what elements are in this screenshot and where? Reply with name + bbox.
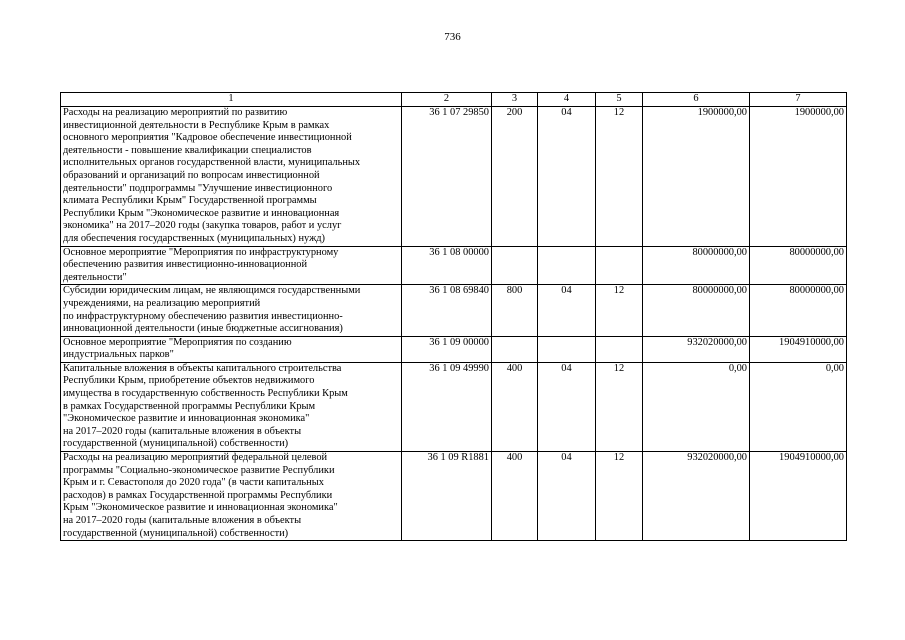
description-line: Капитальные вложения в объекты капитального строительства — [63, 362, 342, 374]
description-line: имущества в государственную собственность Республики Крым — [63, 388, 348, 400]
column-header-6: 6 — [643, 93, 750, 107]
description-line: деятельности" подпрограммы "Улучшение инвестиционного — [63, 182, 333, 194]
description-line: инновационной деятельности (иные бюджетные ассигнования) — [63, 323, 343, 335]
description-line: государственной (муниципальной) собственности) — [63, 527, 289, 539]
expense-description — [61, 285, 402, 336]
description-line: исполнительных органов государственной власти, муниципальных — [63, 157, 361, 169]
description-line: на 2017–2020 годы (капитальные вложения в объекты — [63, 515, 302, 526]
subsection-code: 12 — [596, 452, 643, 541]
amount-column-6: 0,00 — [643, 362, 750, 451]
page-number: 736 — [444, 31, 461, 43]
expense-type-code: 400 — [492, 452, 538, 541]
target-article-code: 36 1 08 00000 — [402, 246, 492, 285]
description-line: климата Республики Крым" Государственной программы — [63, 195, 317, 207]
description-line: Основное мероприятие "Мероприятия по созданию — [63, 336, 292, 348]
header-row — [61, 93, 847, 107]
amount-column-7: 80000000,00 — [750, 285, 847, 336]
column-header-5: 5 — [596, 93, 643, 107]
target-article-code: 36 1 09 00000 — [402, 336, 492, 362]
table-row — [61, 362, 847, 451]
description-line: по инфраструктурному обеспечению развития инвестиционно- — [63, 310, 343, 322]
subsection-code — [596, 246, 643, 285]
target-article-code: 36 1 08 69840 — [402, 285, 492, 336]
column-header-4: 4 — [538, 93, 596, 107]
section-code: 04 — [538, 285, 596, 336]
description-line: Крым и г. Севастополя до 2020 года" (в части капитальных — [63, 477, 324, 489]
description-line: деятельности" — [63, 271, 127, 283]
amount-column-6: 932020000,00 — [643, 336, 750, 362]
amount-column-7: 80000000,00 — [750, 246, 847, 285]
description-line: расходов) в рамках Государственной программы Республики — [63, 489, 333, 501]
expense-description — [61, 336, 402, 362]
section-code — [538, 336, 596, 362]
amount-column-6: 80000000,00 — [643, 246, 750, 285]
column-header-1: 1 — [61, 93, 402, 107]
amount-column-6: 1900000,00 — [643, 107, 750, 247]
description-line: в рамках Государственной программы Республики Крым — [63, 400, 316, 412]
amount-column-7: 0,00 — [750, 362, 847, 451]
column-header-7: 7 — [750, 93, 847, 107]
description-line: образований и организаций по вопросам инвестиционной — [63, 169, 320, 181]
table-row — [61, 246, 847, 285]
section-code: 04 — [538, 452, 596, 541]
subsection-code — [596, 336, 643, 362]
description-line: экономика" на 2017–2020 годы (закупка товаров, работ и услуг — [63, 220, 342, 232]
subsection-code: 12 — [596, 285, 643, 336]
description-line: Субсидии юридическим лицам, не являющимся государственными — [63, 285, 361, 297]
expense-type-code — [492, 336, 538, 362]
description-line: обеспечению развития инвестиционно-инновационной — [63, 259, 308, 271]
amount-column-7: 1904910000,00 — [750, 452, 847, 541]
expense-type-code: 800 — [492, 285, 538, 336]
description-line: индустриальных парков" — [63, 349, 174, 361]
expense-type-code: 200 — [492, 107, 538, 247]
expense-description — [61, 107, 402, 247]
expense-description — [61, 452, 402, 541]
subsection-code: 12 — [596, 362, 643, 451]
description-line: "Экономическое развитие и инновационная экономика" — [63, 413, 310, 425]
description-line: Республики Крым "Экономическое развитие и инновационная — [63, 207, 340, 219]
description-line: Основное мероприятие "Мероприятия по инфраструктурному — [63, 246, 339, 258]
section-code: 04 — [538, 107, 596, 247]
target-article-code: 36 1 09 49990 — [402, 362, 492, 451]
table-row — [61, 452, 847, 541]
description-line: программы "Социально-экономическое развитие Республики — [63, 464, 335, 476]
amount-column-7: 1904910000,00 — [750, 336, 847, 362]
section-code: 04 — [538, 362, 596, 451]
amount-column-7: 1900000,00 — [750, 107, 847, 247]
column-header-3: 3 — [492, 93, 538, 107]
description-line: на 2017–2020 годы (капитальные вложения в объекты — [63, 425, 302, 437]
table-row — [61, 285, 847, 336]
description-line: инвестиционной деятельности в Республике Крым в рамках — [63, 119, 330, 131]
amount-column-6: 932020000,00 — [643, 452, 750, 541]
subsection-code: 12 — [596, 107, 643, 247]
description-line: основного мероприятия "Кадровое обеспечение инвестиционной — [63, 132, 352, 144]
description-line: государственной (муниципальной) собственности) — [63, 438, 289, 450]
amount-column-6: 80000000,00 — [643, 285, 750, 336]
expense-type-code — [492, 246, 538, 285]
section-code — [538, 246, 596, 285]
table-row — [61, 107, 847, 247]
description-line: для обеспечения государственных (муниципальных) нужд) — [63, 232, 325, 244]
target-article-code: 36 1 07 29850 — [402, 107, 492, 247]
description-line: Расходы на реализацию мероприятий федеральной целевой — [63, 452, 328, 464]
expense-description — [61, 246, 402, 285]
expense-description — [61, 362, 402, 451]
target-article-code: 36 1 09 R1881 — [402, 452, 492, 541]
description-line: деятельности - повышение квалификации специалистов — [63, 144, 312, 156]
column-header-2: 2 — [402, 93, 492, 107]
description-line: Крым "Экономическое развитие и инновационная экономика" — [63, 502, 338, 514]
budget-table — [60, 92, 847, 541]
description-line: Республики Крым, приобретение объектов недвижимого — [63, 375, 315, 387]
expense-type-code: 400 — [492, 362, 538, 451]
description-line: учреждениями, на реализацию мероприятий — [63, 297, 261, 309]
description-line: Расходы на реализацию мероприятий по развитию — [63, 107, 288, 118]
table-row — [61, 336, 847, 362]
